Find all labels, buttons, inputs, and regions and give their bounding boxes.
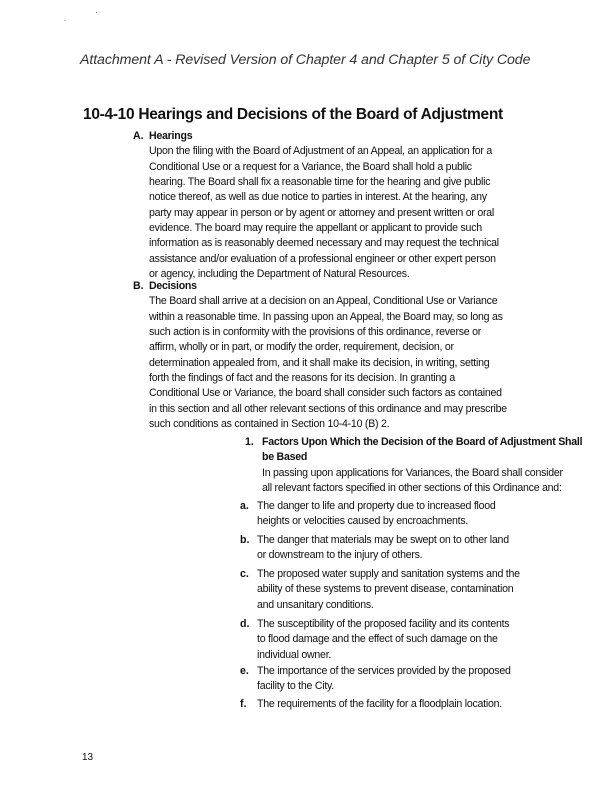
factor-e <box>240 664 560 695</box>
text-line: In passing upon applications for Variances, the Board shall consider <box>262 466 563 479</box>
text-line: assistance and/or evaluation of a professional engineer or other expert person <box>149 252 496 265</box>
attachment-title: Attachment A - Revised Version of Chapter 4 and Chapter 5 of City Code <box>80 52 531 68</box>
text-line: notice thereof, as well as due notice to parties in interest. At the hearing, any <box>149 191 487 204</box>
text-line: Upon the filing with the Board of Adjustment of an Appeal, an application for a <box>149 145 493 158</box>
page-number: 13 <box>82 752 94 763</box>
text-line: hearing. The Board shall fix a reasonable time for the hearing and give public <box>149 176 491 189</box>
text-line: within a reasonable time. In passing upon an Appeal, the Board may, so long as <box>149 310 503 323</box>
subsection-title: Decisions <box>149 280 197 292</box>
text-line: in this section and all other relevant sections of this ordinance and may prescribe <box>149 402 507 415</box>
text-line: The danger that materials may be swept on to other land <box>257 534 509 546</box>
text-line: The Board shall arrive at a decision on an Appeal, Conditional Use or Variance <box>149 295 498 308</box>
text-line: facility to the City. <box>257 680 334 693</box>
text-line: Conditional Use or Variance, the board shall consider such factors as contained <box>149 387 502 400</box>
text-line: The susceptibility of the proposed facility and its contents <box>257 618 510 630</box>
factor-marker: a. <box>240 500 249 512</box>
text-line: The importance of the services provided by the proposed <box>257 665 511 677</box>
scan-mark: · <box>95 8 98 17</box>
text-line: The proposed water supply and sanitation systems and the <box>257 568 520 580</box>
text-line: or downstream to the injury of others. <box>257 549 423 562</box>
factor-marker: e. <box>240 665 249 677</box>
text-line: heights or velocities caused by encroachments. <box>257 515 469 528</box>
text-line: and unsanitary conditions. <box>257 598 374 611</box>
text-line: or agency, including the Department of Natural Resources. <box>149 268 410 281</box>
item-factors <box>245 435 583 496</box>
item-title: be Based <box>262 451 308 464</box>
factor-marker: c. <box>240 568 249 580</box>
subsection-hearings <box>133 129 553 282</box>
subsection-marker: B. <box>133 280 144 292</box>
scan-mark: . <box>64 14 67 23</box>
subsection-marker: A. <box>133 130 144 142</box>
text-line: information as is reasonably deemed necessary and may request the technical <box>149 237 499 250</box>
subsection-title: Hearings <box>149 130 193 142</box>
text-line: individual owner. <box>257 648 332 661</box>
text-line: determination appealed from, and it shall make its decision, in writing, setting <box>149 356 490 369</box>
factor-d <box>240 617 560 663</box>
text-line: such conditions as contained in Section 10-4-10 (B) 2. <box>149 418 390 431</box>
factor-f <box>240 697 560 712</box>
text-line: party may appear in person or by agent or attorney and present written or oral <box>149 206 495 219</box>
subsection-decisions <box>133 279 553 432</box>
text-line: all relevant factors specified in other sections of this Ordinance and: <box>262 482 562 495</box>
factor-c <box>240 567 560 613</box>
item-marker: 1. <box>245 436 254 448</box>
factor-marker: b. <box>240 534 250 546</box>
factor-marker: f. <box>240 698 247 710</box>
text-line: The requirements of the facility for a floodplain location. <box>257 698 502 710</box>
text-line: forth the findings of fact and the reasons for its decision. In granting a <box>149 372 455 385</box>
text-line: evidence. The board may require the appellant or applicant to provide such <box>149 222 482 235</box>
factor-b <box>240 533 560 564</box>
text-line: such action is in conformity with the provisions of this ordinance, reverse or <box>149 326 482 339</box>
item-title: Factors Upon Which the Decision of the Board of Adjustment Shall <box>262 436 583 448</box>
text-line: Conditional Use or a request for a Variance, the Board shall hold a public <box>149 160 472 173</box>
text-line: to flood damage and the effect of such damage on the <box>257 633 498 646</box>
text-line: affirm, wholly or in part, or modify the order, requirement, decision, or <box>149 341 454 354</box>
text-line: ability of these systems to prevent disease, contamination <box>257 583 514 596</box>
factor-a <box>240 499 560 530</box>
section-heading: 10-4-10 Hearings and Decisions of the Board of Adjustment <box>83 106 503 123</box>
text-line: The danger to life and property due to increased flood <box>257 500 496 512</box>
factor-marker: d. <box>240 618 250 630</box>
